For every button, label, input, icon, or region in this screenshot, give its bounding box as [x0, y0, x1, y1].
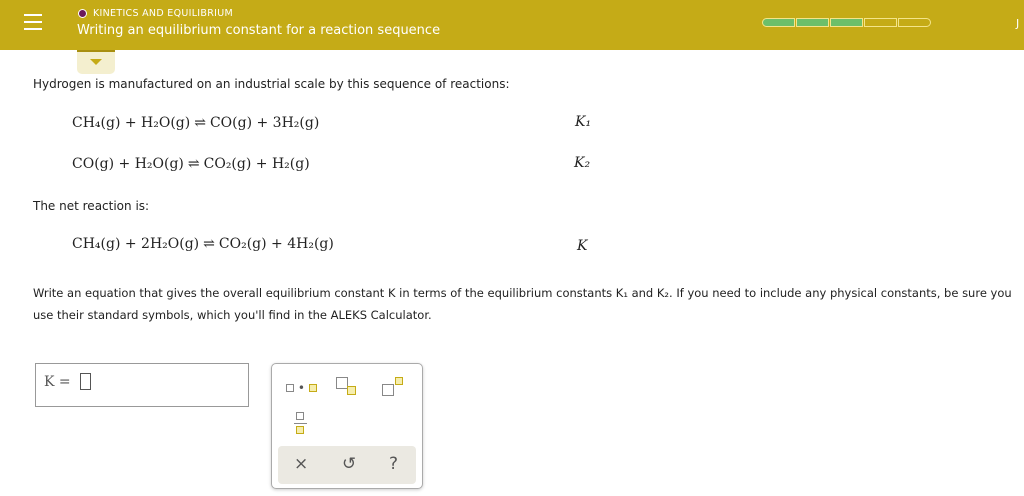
superscript-button[interactable]: [382, 377, 406, 397]
net-label: The net reaction is:: [33, 199, 150, 213]
net-reaction-rhs: CO₂(g) + 4H₂(g): [218, 236, 334, 252]
constant-k1: K₁: [575, 114, 592, 130]
answer-input[interactable]: [35, 363, 249, 407]
help-button[interactable]: ?: [389, 454, 399, 474]
progress-segment: [796, 18, 829, 27]
topic-dot-icon: [78, 9, 87, 18]
reaction-1: [72, 115, 319, 131]
user-name[interactable]: J: [1016, 17, 1020, 30]
header: [0, 0, 1024, 50]
math-toolbar: [271, 363, 423, 489]
answer-label: K =: [44, 374, 71, 390]
progress-segment: [898, 18, 931, 27]
reaction-1-rhs: CO(g) + 3H₂(g): [209, 115, 320, 131]
progress-segment: [864, 18, 897, 27]
equilibrium-arrow-icon: ⇌: [194, 115, 206, 131]
net-reaction-lhs: CH₄(g) + 2H₂O(g): [72, 236, 200, 252]
topic: [78, 8, 233, 19]
reaction-2-rhs: CO₂(g) + H₂(g): [203, 156, 310, 172]
expand-toggle[interactable]: [77, 50, 115, 74]
constant-k: K: [577, 238, 588, 254]
constant-k2: K₂: [574, 155, 591, 171]
intro-text: Hydrogen is manufactured on an industrial scale by this sequence of reactions:: [33, 77, 510, 91]
topic-label: KINETICS AND EQUILIBRIUM: [93, 8, 233, 19]
multiply-dot-button[interactable]: •: [286, 381, 317, 395]
page-title: Writing an equilibrium constant for a reaction sequence: [77, 23, 441, 38]
reaction-2: [72, 156, 310, 172]
answer-slot[interactable]: [80, 373, 91, 390]
subscript-button[interactable]: [336, 377, 360, 397]
progress-segment: [762, 18, 795, 27]
clear-button[interactable]: ×: [294, 454, 309, 474]
equilibrium-arrow-icon: ⇌: [187, 156, 200, 172]
equilibrium-arrow-icon: ⇌: [203, 236, 215, 252]
progress-segment: [830, 18, 863, 27]
reaction-2-lhs: CO(g) + H₂O(g): [72, 156, 184, 172]
fraction-button[interactable]: [294, 412, 308, 438]
menu-icon[interactable]: [24, 14, 42, 35]
toolbar-actions: [278, 446, 416, 484]
undo-button[interactable]: ↺: [342, 454, 357, 474]
question-text: Write an equation that gives the overall equilibrium constant K in terms of the equilibrium constants K₁ and K₂. If you need to include any physical constants, be sure you use their standard symbols, which you'll find in the ALEKS Calculator.: [33, 286, 1012, 322]
progress-bar: [762, 18, 931, 27]
reaction-1-lhs: CH₄(g) + H₂O(g): [72, 115, 191, 131]
net-reaction: [72, 236, 334, 252]
